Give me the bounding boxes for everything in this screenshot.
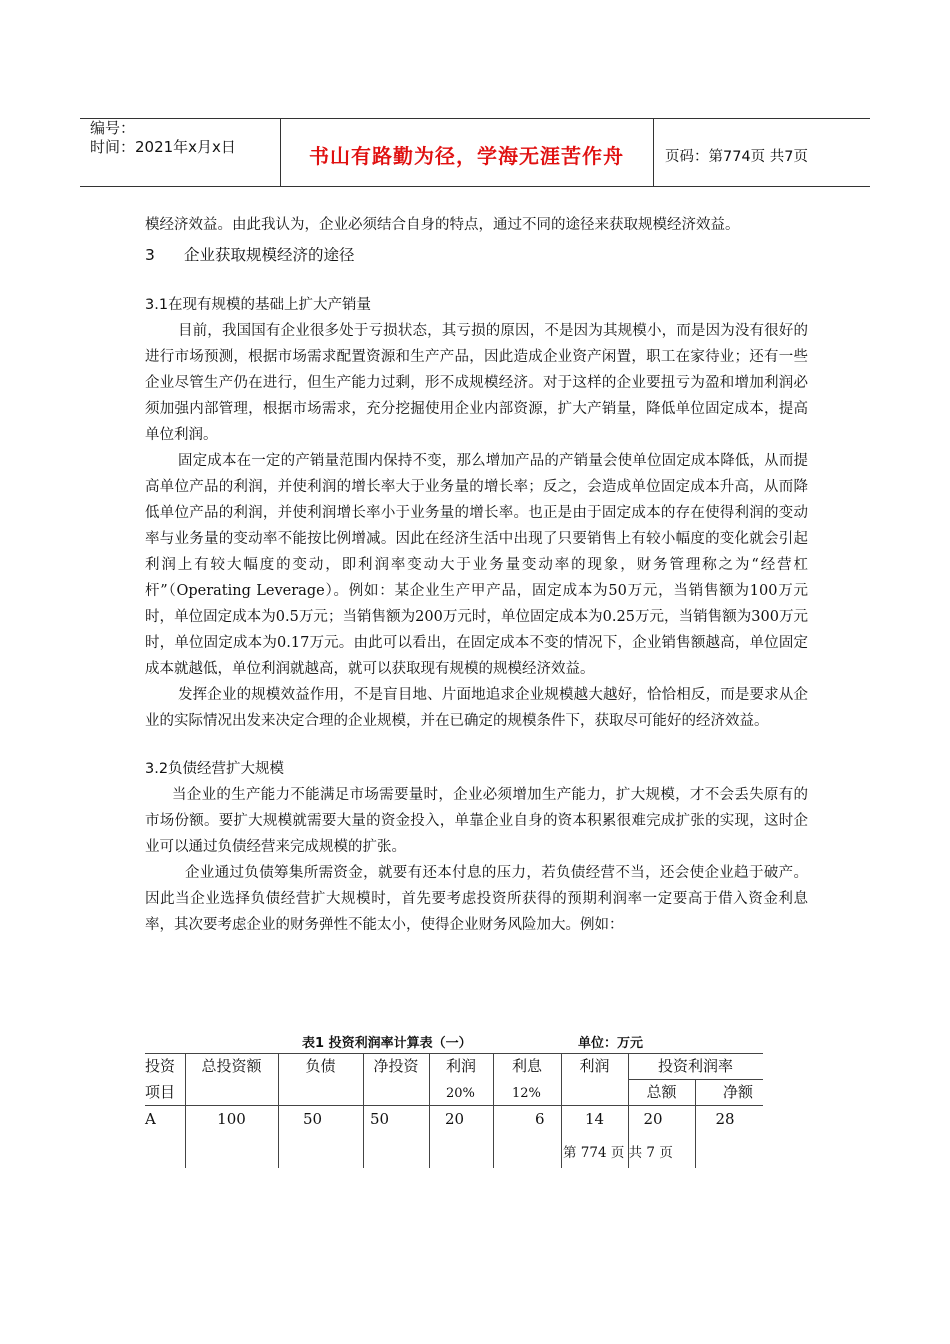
header-roi-net: 净额 [723,1083,754,1101]
header-roi: 投资利润率 [657,1057,733,1075]
header-motto: 书山有路勤为径，学海无涯苦作舟 [309,144,624,168]
header-roi-total: 总额 [646,1083,677,1101]
row-a-profit-2: 14 [584,1110,605,1128]
section-3-1-paragraph-3: 发挥企业的规模效益作用，不是盲目地、片面地追求企业规模越大越好，恰恰相反，而是要求从企业的实际情况出发来决定合理的企业规模，并在已确定的规模条件下，获取尽可能好的经济效益。 [145,687,808,729]
row-a-debt: 50 [303,1110,323,1128]
header-project-2: 项目 [145,1083,176,1101]
header-total-investment: 总投资额 [201,1057,262,1075]
header-debt: 负债 [305,1057,336,1075]
header-divider [653,119,654,186]
table-rule [695,1079,696,1168]
row-a-total: 100 [217,1110,246,1128]
header-profit: 利润 [446,1057,477,1075]
header-page-info: 页码：第774页 共7页 [665,149,809,165]
page-footer: 第 774 页 共 7 页 [563,1145,673,1161]
row-a-roi-total: 20 [643,1110,663,1128]
header-interest-rate: 12% [512,1086,541,1101]
table-rule [145,1105,763,1106]
table-rule [145,1053,763,1054]
row-a-roi-net: 28 [715,1110,735,1128]
header-meta [90,119,236,157]
row-a-profit: 20 [445,1110,465,1128]
section-3-title: 企业获取规模经济的途径 [184,246,355,264]
row-a-interest: 6 [535,1110,545,1128]
document-header [80,118,870,187]
header-time-label: 时间：2021年x月x日 [90,138,236,156]
section-3-1-paragraph-1: 目前，我国国有企业很多处于亏损状态，其亏损的原因，不是因为其规模小，而是因为没有很好的进行市场预测，根据市场需求配置资源和生产产品，因此造成企业资产闲置，职工在家待业；还有一些企业尽管生产仍在进行，但生产能力过剩，形不成规模经济。对于这样的企业要扭亏为盈和增加利润必须加强内部管理，根据市场需求，充分挖掘使用企业内部资源，扩大产销量，降低单位固定成本，提高单位利润。 [145,323,808,443]
section-3-number: 3 [145,246,155,264]
table-caption: 表1 投资利润率计算表（一） [302,1036,472,1051]
header-net-investment: 净投资 [373,1057,419,1075]
section-3-2-heading: 3.2负债经营扩大规模 [145,761,285,777]
section-3-heading [145,242,808,268]
header-interest: 利息 [512,1057,543,1075]
table-rule [493,1053,494,1168]
table-rule [429,1053,430,1168]
section-3-1-heading: 3.1在现有规模的基础上扩大产销量 [145,297,372,313]
section-3-2-paragraph-2: 企业通过负债筹集所需资金，就要有还本付息的压力，若负债经营不当，还会使企业趋于破产。因此当企业选择负债经营扩大规模时，首先要考虑投资所获得的预期利润率一定要高于借入资金利息率，其次要考虑企业的财务弹性不能太小，使得企业财务风险加大。例如： [145,865,808,933]
section-3-2-paragraph-1: 当企业的生产能力不能满足市场需要量时，企业必须增加生产能力，扩大规模，才不会丢失原有的市场份额。要扩大规模就需要大量的资金投入，单靠企业自身的资本积累很难完成扩张的实现，这时企业可以通过负债经营来完成规模的扩张。 [145,787,808,855]
row-a-project: A [145,1110,156,1128]
row-a-net: 50 [370,1110,390,1128]
table-unit: 单位：万元 [578,1036,644,1051]
header-profit-2: 利润 [579,1057,610,1075]
intro-paragraph: 模经济效益。由此我认为，企业必须结合自身的特点，通过不同的途径来获取规模经济效益。 [145,217,740,233]
section-3-1-paragraph-2: 固定成本在一定的产销量范围内保持不变，那么增加产品的产销量会使单位固定成本降低，从而提高单位产品的利润，并使利润的增长率大于业务量的增长率；反之，会造成单位固定成本升高，从而降低单位产品的利润，并使利润增长率小于业务量的增长率。也正是由于固定成本的存在使得利润的变动率与业务量的变动率不能按比例增减。因此在经济生活中出现了只要销售上有较小幅度的变化就会引起利润上有较大幅度的变动，即利润率变动大于业务量变动率的现象，财务管理称之为“经营杠杆”（Operating Leverage）。例如：某企业生产甲产品，固定成本为50万元，当销售额为100万元时，单位固定成本为0.5万元；当销售额为200万元时，单位固定成本为0.25万元，当销售额为300万元时，单位固定成本为0.17万元。由此可以看出，在固定成本不变的情况下，企业销售额越高，单位固定成本就越低，单位利润就越高，就可以获取现有规模的规模经济效益。 [145,453,808,677]
header-profit-rate: 20% [446,1086,475,1101]
header-project-1: 投资 [145,1057,176,1075]
document-body [145,212,808,938]
header-number-label: 编号： [90,119,136,137]
